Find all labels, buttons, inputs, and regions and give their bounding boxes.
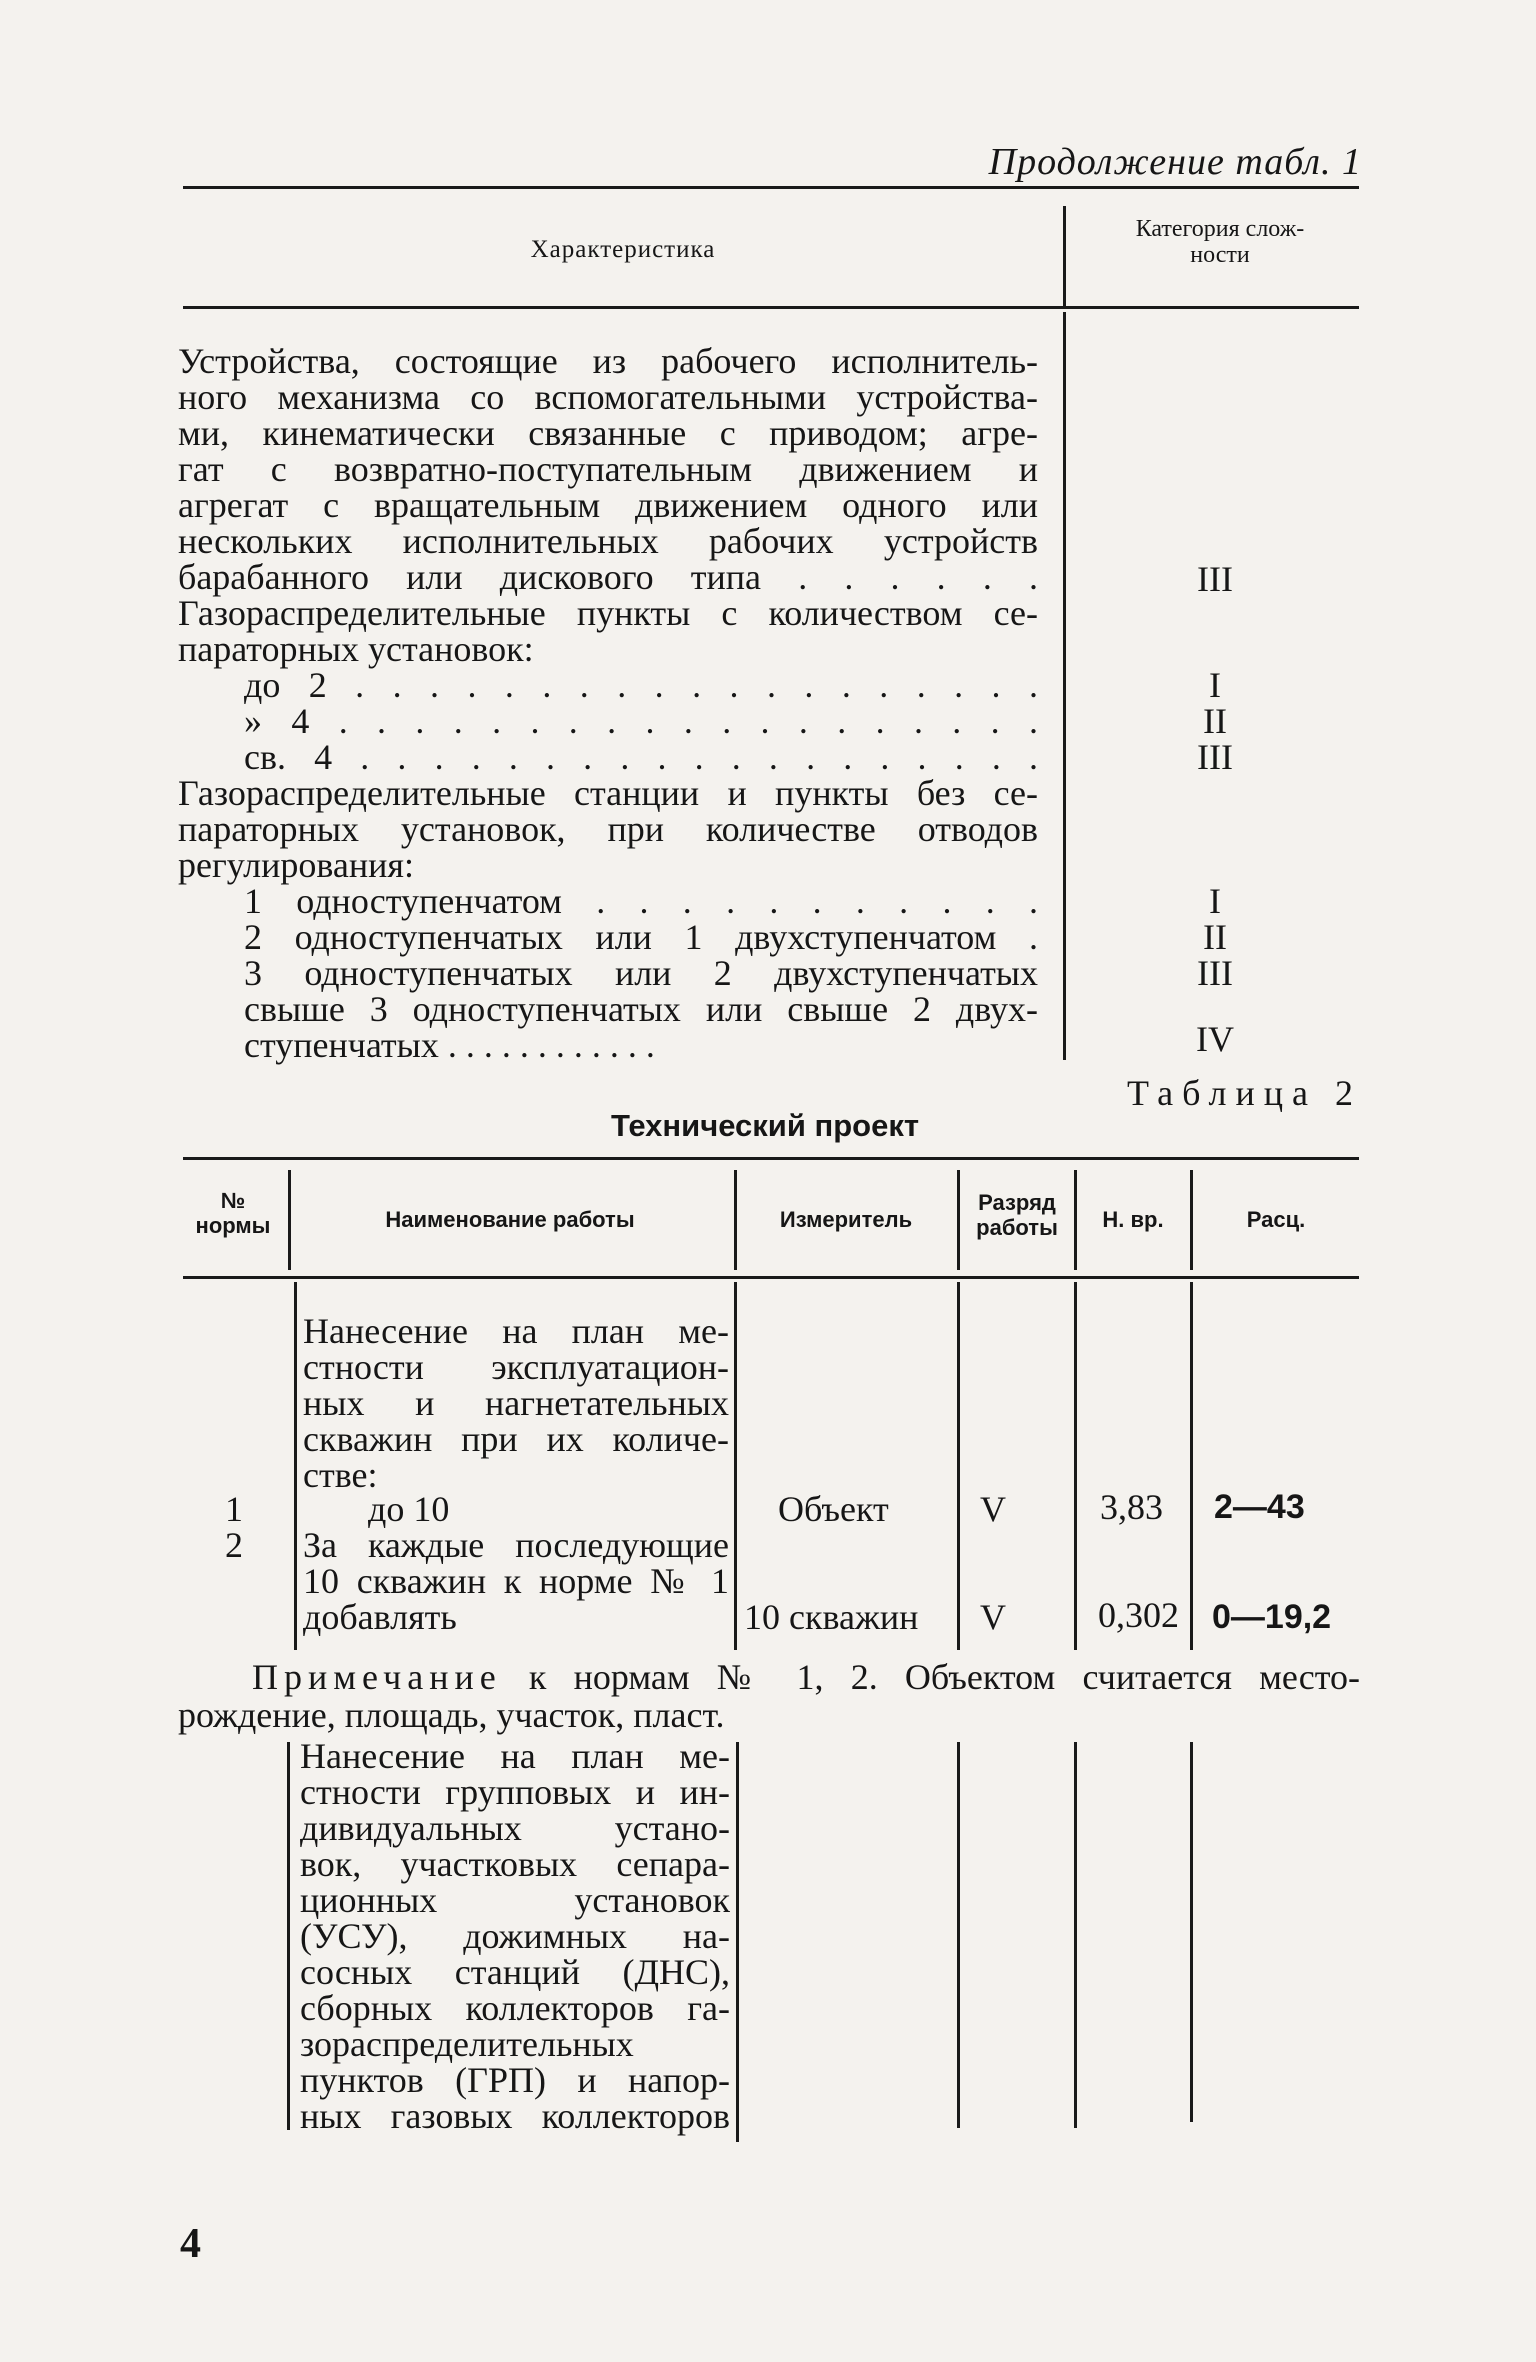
work-line: ных и нагнетательных: [303, 1383, 729, 1423]
work-line: 10 скважин к норме № 1: [303, 1561, 729, 1601]
t2-body-divider: [294, 1282, 297, 1650]
t2-body-divider: [957, 1742, 960, 2128]
header-category-line1: Категория слож-: [1135, 216, 1305, 242]
grade-cell: V: [980, 1597, 1006, 1637]
header-norm-no-line1: №: [220, 1188, 246, 1213]
table1-line: » 4 . . . . . . . . . . . . . . . . . . .: [244, 701, 1038, 741]
work-line: сосных станций (ДНС),: [300, 1952, 730, 1992]
table1-line: ступенчатых . . . . . . . . . . . .: [244, 1025, 655, 1065]
unit-cell: 10 скважин: [744, 1597, 919, 1637]
t2-header-divider: [1190, 1170, 1193, 1270]
work-line: добавлять: [303, 1597, 457, 1637]
t2-body-divider: [1074, 1742, 1077, 2128]
work-line: стности эксплуатацион-: [303, 1347, 729, 1387]
work-line: Нанесение на план ме-: [300, 1736, 730, 1776]
table1-header-divider: [1063, 206, 1066, 306]
work-line: вок, участковых сепара-: [300, 1844, 730, 1884]
t2-body-divider: [957, 1282, 960, 1650]
table1-line: до 2 . . . . . . . . . . . . . . . . . . .: [244, 665, 1038, 705]
time-cell: 3,83: [1100, 1487, 1163, 1527]
table2-top-rule: [183, 1157, 1359, 1160]
unit-cell: Объект: [778, 1489, 889, 1529]
header-time: Н. вр.: [1102, 1207, 1164, 1232]
t2-body-divider: [1074, 1282, 1077, 1650]
table1-line: Газораспределительные пункты с количеством се-: [178, 593, 1038, 633]
header-norm-no: [183, 1188, 283, 1238]
grade-cell: V: [980, 1489, 1006, 1529]
table1-line: ми, кинематически связанные с приводом; агре-: [178, 413, 1038, 453]
note-text: к нормам № 1, 2. Объектом считается место-: [528, 1657, 1360, 1697]
header-grade: [960, 1190, 1074, 1240]
table1-line: св. 4 . . . . . . . . . . . . . . . . . . .: [244, 737, 1038, 777]
rate-cell: 2—43: [1214, 1488, 1305, 1526]
header-work-name: Наименование работы: [385, 1207, 635, 1232]
work-line: Нанесение на план ме-: [303, 1311, 729, 1351]
work-line: пунктов (ГРП) и напор-: [300, 2060, 730, 2100]
table2-title: Технический проект: [610, 1108, 920, 1143]
table1-header-rule: [183, 306, 1359, 309]
table1-line: Газораспределительные станции и пункты без се-: [178, 773, 1038, 813]
table1-column-divider: [1063, 312, 1066, 1060]
table1-top-rule: [183, 186, 1359, 189]
note-line1: [252, 1659, 1360, 1695]
t2-body-divider: [1190, 1742, 1193, 2122]
page-number: 4: [180, 2221, 201, 2267]
work-line: ционных установок: [300, 1880, 730, 1920]
table2-header-rule: [183, 1276, 1359, 1279]
work-line: За каждые последующие: [303, 1525, 729, 1565]
table1-line: 2 одноступенчатых или 1 двухступенчатом .: [244, 917, 1038, 957]
header-grade-line2: работы: [976, 1215, 1058, 1240]
t2-header-divider: [734, 1170, 737, 1270]
table1-line: регулирования:: [178, 845, 414, 885]
table1-line: нескольких исполнительных рабочих устройств: [178, 521, 1038, 561]
header-rate: Расц.: [1246, 1207, 1306, 1232]
work-line: стности групповых и ин-: [300, 1772, 730, 1812]
category-value: III: [1197, 559, 1233, 599]
category-value: III: [1197, 737, 1233, 777]
table1-line: параторных установок, при количестве отводов: [178, 809, 1038, 849]
table1-line: гат с возвратно-поступательным движением и: [178, 449, 1038, 489]
table2-label: Таблица 2: [1127, 1073, 1362, 1113]
norm-number: 2: [225, 1525, 243, 1565]
work-line: стве:: [303, 1455, 378, 1495]
header-grade-line1: Разряд: [978, 1190, 1056, 1215]
rate-cell: 0—19,2: [1212, 1598, 1332, 1636]
work-line: до 10: [368, 1489, 450, 1529]
table1-line: агрегат с вращательным движением одного или: [178, 485, 1038, 525]
header-category: [1085, 216, 1355, 268]
category-value: II: [1203, 917, 1227, 957]
continuation-label: Продолжение табл. 1: [988, 141, 1362, 183]
table1-line: ного механизма со вспомогательными устройства-: [178, 377, 1038, 417]
note-label: Примечание: [252, 1657, 502, 1697]
table1-line: параторных установок:: [178, 629, 534, 669]
t2-body-divider: [1190, 1282, 1193, 1650]
t2-header-divider: [1074, 1170, 1077, 1270]
time-cell: 0,302: [1098, 1595, 1179, 1635]
work-line: дивидуальных устано-: [300, 1808, 730, 1848]
t2-header-divider: [288, 1170, 291, 1270]
work-line: сборных коллекторов га-: [300, 1988, 730, 2028]
work-line: скважин при их количе-: [303, 1419, 729, 1459]
work-line: (УСУ), дожимных на-: [300, 1916, 730, 1956]
work-line: ных газовых коллекторов: [300, 2096, 730, 2136]
t2-body-divider: [287, 1742, 290, 2130]
header-unit: Измеритель: [779, 1207, 913, 1232]
table1-line: барабанного или дискового типа . . . . . .: [178, 557, 1038, 597]
table1-line: свыше 3 одноступенчатых или свыше 2 двух-: [244, 989, 1038, 1029]
category-value: III: [1197, 953, 1233, 993]
category-value: II: [1203, 701, 1227, 741]
table1-line: 1 одноступенчатом . . . . . . . . . . .: [244, 881, 1038, 921]
t2-body-divider: [736, 1742, 739, 2142]
norm-number: 1: [225, 1489, 243, 1529]
category-value: I: [1209, 665, 1221, 705]
table1-line: Устройства, состоящие из рабочего исполнитель-: [178, 341, 1038, 381]
header-characteristic: Характеристика: [530, 236, 716, 263]
work-line: зораспределительных: [300, 2024, 634, 2064]
t2-body-divider: [734, 1282, 737, 1650]
header-norm-no-line2: нормы: [195, 1213, 271, 1238]
table1-line: 3 одноступенчатых или 2 двухступенчатых: [244, 953, 1038, 993]
category-value: I: [1209, 881, 1221, 921]
header-category-line2: ности: [1190, 242, 1250, 268]
t2-header-divider: [957, 1170, 960, 1270]
note-line2: рождение, площадь, участок, пласт.: [178, 1695, 725, 1735]
category-value: IV: [1196, 1019, 1234, 1059]
